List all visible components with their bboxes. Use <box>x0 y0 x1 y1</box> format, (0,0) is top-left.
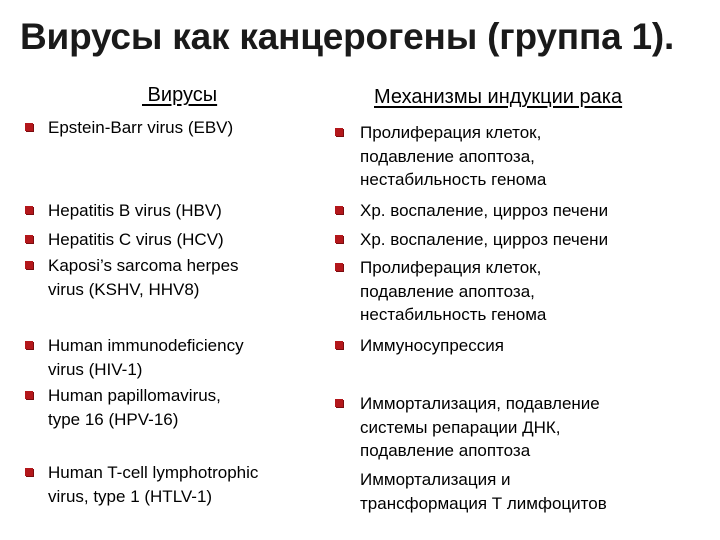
virus-item-ebv <box>48 116 338 140</box>
virus-item-hpv <box>48 384 338 431</box>
bullet-icon <box>335 235 343 243</box>
mechanism-item-ebv <box>360 121 710 192</box>
mechanism-label: Пролиферация клеток, подавление апоптоза, нестабильность генома <box>360 258 547 324</box>
virus-label: Human papillomavirus, type 16 (HPV-16) <box>48 386 221 429</box>
bullet-icon <box>25 206 33 214</box>
mechanism-item-hpv <box>360 392 710 463</box>
bullet-icon <box>335 128 343 136</box>
bullet-icon <box>335 206 343 214</box>
bullet-icon <box>25 123 33 131</box>
mechanisms-column-header: Механизмы индукции рака <box>374 86 623 108</box>
mechanism-item-kshv <box>360 256 710 327</box>
mechanism-label: Иммортализация и трансформация Т лимфоцитов <box>360 470 607 513</box>
virus-label: Hepatitis C virus (HCV) <box>48 230 224 249</box>
bullet-icon <box>335 341 343 349</box>
bullet-icon <box>25 341 33 349</box>
virus-item-hcv <box>48 228 338 252</box>
bullet-icon <box>25 391 33 399</box>
virus-item-htlv <box>48 461 338 508</box>
mechanism-label: Пролиферация клеток, подавление апоптоза, нестабильность генома <box>360 123 547 189</box>
virus-item-hiv <box>48 334 338 381</box>
mechanism-label: Иммортализация, подавление системы репарации ДНК, подавление апоптоза <box>360 394 600 460</box>
mechanism-label: Хр. воспаление, цирроз печени <box>360 201 609 220</box>
slide-title: Вирусы как канцерогены (группа 1). <box>20 16 675 57</box>
virus-label: Epstein-Barr virus (EBV) <box>48 118 234 137</box>
virus-label: Human immunodeficiency virus (HIV-1) <box>48 336 244 379</box>
mechanism-item-hbv <box>360 199 710 223</box>
virus-item-hbv <box>48 199 338 223</box>
virus-label: Human T-cell lymphotrophic virus, type 1 (HTLV-1) <box>48 463 259 506</box>
viruses-column-header: Вирусы <box>142 84 218 106</box>
virus-item-kshv <box>48 254 338 301</box>
mechanism-label: Хр. воспаление, цирроз печени <box>360 230 609 249</box>
virus-label: Hepatitis B virus (HBV) <box>48 201 222 220</box>
mechanism-item-htlv <box>360 468 710 515</box>
mechanism-label: Иммуносупрессия <box>360 336 504 355</box>
bullet-icon <box>335 263 343 271</box>
bullet-icon <box>25 261 33 269</box>
bullet-icon <box>335 399 343 407</box>
virus-label: Kaposi’s sarcoma herpes virus (KSHV, HHV8) <box>48 256 239 299</box>
mechanism-item-hiv <box>360 334 710 358</box>
bullet-icon <box>25 235 33 243</box>
bullet-icon <box>25 468 33 476</box>
mechanism-item-hcv <box>360 228 710 252</box>
